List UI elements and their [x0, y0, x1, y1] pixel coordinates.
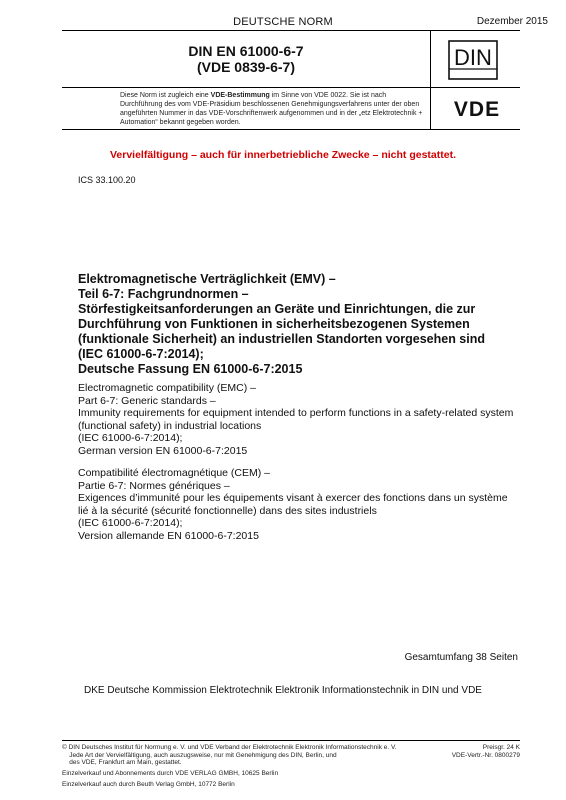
sales-beuth-verlag: Einzelverkauf auch durch Beuth Verlag GmbH, 10772 Berlin: [62, 781, 235, 788]
title-de-line: (IEC 61000-6-7:2014);: [78, 347, 204, 361]
title-en-line: (IEC 61000-6-7:2014);: [78, 432, 183, 444]
box-divider-horizontal: [62, 87, 520, 88]
title-fr-line: Compatibilité électromagnétique (CEM) –: [78, 467, 270, 479]
copyright-notice: [62, 744, 432, 767]
vde-order-number: VDE-Vertr.-Nr. 0800279: [451, 751, 520, 759]
document-type-label: DEUTSCHE NORM: [233, 16, 333, 28]
footer-divider: [62, 740, 520, 741]
vde-number: (VDE 0839-6-7): [196, 59, 296, 75]
issue-date: Dezember 2015: [476, 16, 548, 27]
din-logo-text: DIN: [454, 45, 492, 70]
note-bold: VDE-Bestimmung: [210, 92, 270, 99]
title-de-line: (funktionale Sicherheit) an industriellen Standorten vorgesehen sind: [78, 332, 486, 346]
price-group: Preisgr. 24 K: [482, 744, 520, 751]
standard-number: DIN EN 61000-6-7: [188, 43, 304, 59]
note-rest: im Sinne von VDE 0022. Sie ist nach Durchführung des vom VDE-Präsidium beschlossenen Genehmigungsverfahrens unter der oben angeführten Nummer in das VDE-Vorschriftenwerk aufgenommen und in der „etz Elektrotechnik + Automation“ bekannt gegeben worden.: [120, 92, 423, 126]
box-divider-vertical: [430, 31, 431, 129]
copyright-line: © DIN Deutsches Institut für Normung e. V. und VDE Verband der Elektrotechnik Elektronik Informationstechnik e. V.: [62, 744, 397, 751]
title-en-line: (functional safety) in industrial locations: [78, 419, 262, 432]
ics-code: ICS 33.100.20: [78, 175, 136, 185]
title-fr-line: (IEC 61000-6-7:2014);: [78, 517, 183, 529]
title-german: [78, 272, 528, 377]
vde-determination-note: [120, 91, 426, 127]
note-prefix: Diese Norm ist zugleich eine: [120, 92, 211, 99]
dke-commission: DKE Deutsche Kommission Elektrotechnik Elektronik Informationstechnik in DIN und VDE: [84, 685, 482, 696]
title-en-line: Electromagnetic compatibility (EMC) –: [78, 382, 256, 394]
din-logo: [447, 39, 499, 81]
title-de-line: Störfestigkeitsanforderungen an Geräte und Einrichtungen, die zur: [78, 302, 476, 316]
title-fr-line: Version allemande EN 61000-6-7:2015: [78, 529, 259, 542]
title-de-line: Durchführung von Funktionen in sicherheitsbezogenen Systemen: [78, 317, 470, 331]
vde-logo: [440, 96, 514, 120]
title-de-line: Teil 6-7: Fachgrundnormen –: [78, 287, 249, 301]
title-french: [78, 467, 528, 542]
title-de-line: Elektromagnetische Verträglichkeit (EMV) –: [78, 272, 336, 286]
total-pages: Gesamtumfang 38 Seiten: [404, 652, 518, 663]
title-fr-line: Exigences d’immunité pour les équipements visant à exercer des fonctions dans un système: [78, 492, 508, 504]
title-en-line: German version EN 61000-6-7:2015: [78, 444, 248, 457]
title-english: [78, 382, 528, 457]
copyright-line: Jede Art der Vervielfältigung, auch auszugsweise, nur mit Genehmigung des DIN, Berlin, und: [62, 751, 337, 759]
title-de-line: Deutsche Fassung EN 61000-6-7:2015: [78, 362, 303, 376]
title-box: [62, 30, 520, 130]
copy-prohibition-warning: Vervielfältigung – auch für innerbetriebliche Zwecke – nicht gestattet.: [109, 149, 456, 161]
title-fr-line: lié à la sécurité (sécurité fonctionnelle) dans des sites industriels: [78, 504, 377, 517]
vde-logo-text: VDE: [453, 98, 501, 120]
title-en-line: Part 6-7: Generic standards –: [78, 394, 216, 407]
price-info: [452, 744, 520, 759]
title-fr-line: Partie 6-7: Normes génériques –: [78, 479, 230, 492]
copyright-line: des VDE, Frankfurt am Main, gestattet.: [62, 759, 182, 767]
sales-vde-verlag: Einzelverkauf und Abonnements durch VDE VERLAG GMBH, 10625 Berlin: [62, 770, 279, 777]
title-en-line: Immunity requirements for equipment intended to perform functions in a safety-related system: [78, 407, 514, 419]
